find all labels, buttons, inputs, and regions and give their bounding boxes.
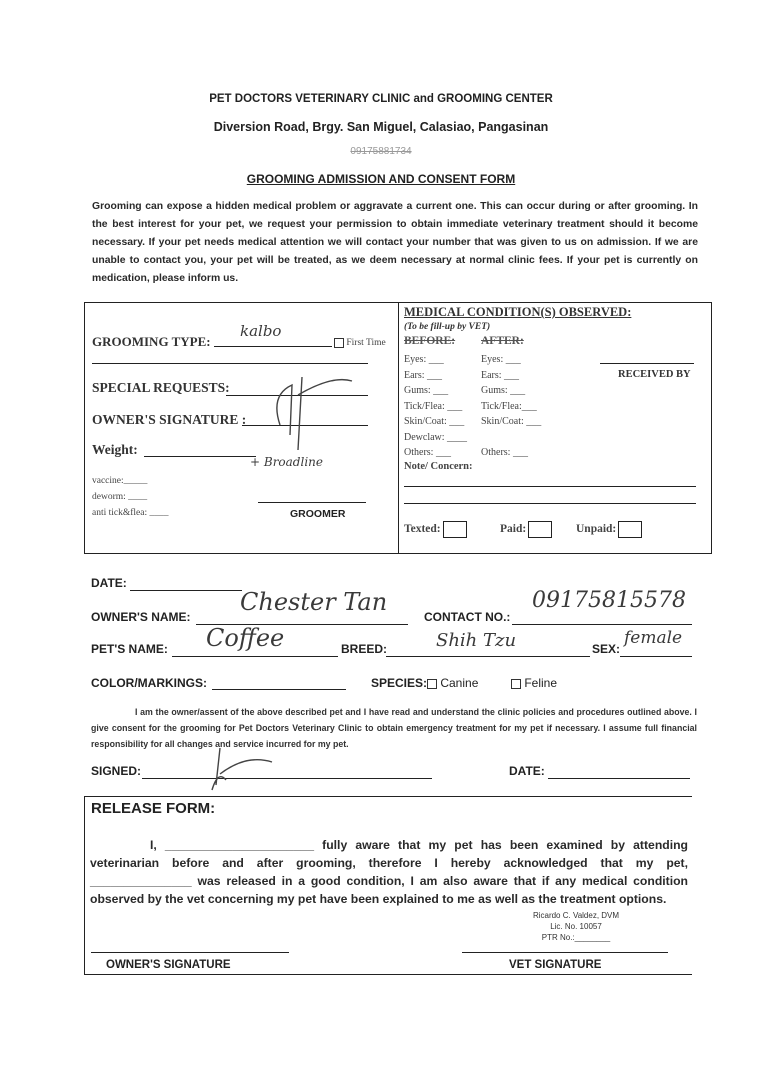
before-dewclaw: Dewclaw: ____ (404, 431, 468, 443)
note-concern-label: Note/ Concern: (404, 461, 473, 472)
after-skin-coat: Skin/Coat: ___ (481, 416, 542, 427)
form-title: GROOMING ADMISSION AND CONSENT FORM (246, 172, 516, 186)
before-eyes: Eyes: ___ (404, 354, 444, 365)
vaccine-label: vaccine:_____ (92, 476, 148, 486)
clinic-name: PET DOCTORS VETERINARY CLINIC and GROOMING CENTER (209, 93, 553, 105)
feline-checkbox[interactable]: Feline (511, 676, 557, 690)
after-list (481, 352, 541, 461)
color-markings-label: COLOR/MARKINGS: (91, 676, 207, 690)
before-others: Others: ___ (404, 447, 451, 458)
after-tick-flea: Tick/Flea:___ (481, 400, 537, 412)
vet-name: Ricardo C. Valdez, DVM (532, 911, 620, 920)
after-others: Others: ___ (481, 447, 528, 458)
weight-note[interactable]: + Broadline (250, 455, 323, 469)
date-label: DATE: (91, 576, 127, 590)
after-label: AFTER: (481, 335, 524, 347)
breed-label: BREED: (341, 642, 388, 656)
after-ears: Ears: ___ (481, 369, 520, 381)
box-divider (398, 302, 399, 554)
received-by-label: RECEIVED BY (618, 369, 691, 380)
signed-date-label: DATE: (509, 764, 545, 778)
texted-checkbox[interactable]: Texted: (404, 521, 467, 538)
before-list (404, 352, 467, 461)
release-paragraph: I, ______________________ fully aware that my pet has been examined by attending veterinarian before and after grooming, therefore I hereby acknowledged that my pet, _______________ was released in a good condition, I am also aware that if any medical condition observed by the vet concerning my pet have been explained to me as well as the treatment options. (90, 838, 688, 906)
signed-scribble (196, 740, 276, 800)
grooming-type-value[interactable]: kalbo (240, 322, 282, 340)
medical-subtitle: (To be fill-up by VET) (404, 322, 491, 332)
contact-value[interactable]: 09175815578 (532, 588, 686, 613)
antitick-label: anti tick&flea: ____ (92, 508, 169, 518)
sex-value[interactable]: female (624, 628, 683, 648)
vet-license: Lic. No. 10057 (550, 922, 602, 931)
paid-checkbox[interactable]: Paid: (500, 521, 552, 538)
first-time-checkbox[interactable]: First Time (334, 338, 386, 348)
pet-name-label: PET'S NAME: (91, 642, 168, 656)
special-requests-label: SPECIAL REQUESTS: (92, 380, 230, 395)
owner-signature-release-label: OWNER'S SIGNATURE (106, 959, 231, 971)
before-gums: Gums: ___ (404, 385, 449, 396)
after-eyes: Eyes: ___ (481, 354, 521, 365)
before-tick-flea: Tick/Flea: ___ (404, 400, 463, 412)
breed-value[interactable]: Shih Tzu (436, 630, 517, 651)
consent-paragraph: I am the owner/assent of the above described pet and I have read and understand the clinic policies and procedures outlined above. I give consent for the grooming for Pet Doctors Veterinary Clinic to obtain emergency treatment for my pet if necessary. I assume full financial responsibility for all changes and service incurred for my pet. (91, 707, 697, 749)
signed-label: SIGNED: (91, 764, 142, 778)
weight-label: Weight: (92, 442, 138, 457)
owner-name-value[interactable]: Chester Tan (240, 588, 388, 616)
release-form-title: RELEASE FORM: (91, 800, 216, 817)
after-gums: Gums: ___ (481, 385, 526, 396)
unpaid-checkbox[interactable]: Unpaid: (576, 521, 642, 538)
sex-label: SEX: (592, 642, 621, 656)
grooming-type-label: GROOMING TYPE: (92, 334, 211, 349)
vet-stamp (486, 910, 666, 943)
owner-name-label: OWNER'S NAME: (91, 610, 191, 624)
vet-ptr: PTR No.:________ (541, 933, 611, 942)
deworm-label: deworm: ____ (92, 492, 148, 502)
vet-signature-label: VET SIGNATURE (509, 959, 602, 971)
medical-title: MEDICAL CONDITION(S) OBSERVED: (404, 305, 632, 319)
intro-paragraph: Grooming can expose a hidden medical problem or aggravate a current one. This can occur during or after grooming. In the best interest for your pet, we request your permission to obtain immediate veterinary treatment should it become necessary. If your pet needs medical attention we will contact your number that was given to us on admission. If we are unable to contact you, your pet will be treated, as we deem necessary at normal clinic fees. If your pet is currently on medication, please inform us. (92, 201, 698, 284)
before-skin-coat: Skin/Coat: ___ (404, 416, 465, 427)
canine-checkbox[interactable]: Canine (427, 676, 478, 690)
before-label: BEFORE: (404, 335, 456, 347)
before-ears: Ears: ___ (404, 369, 443, 381)
species-label: SPECIES: (371, 676, 428, 690)
pet-name-value[interactable]: Coffee (206, 624, 285, 652)
owner-signature-scribble (262, 365, 362, 465)
owner-signature-label: OWNER'S SIGNATURE : (92, 412, 247, 427)
clinic-address: Diversion Road, Brgy. San Miguel, Calasiao, Pangasinan (213, 120, 549, 134)
clinic-phone: 09175881734 (350, 146, 412, 157)
groomer-label: GROOMER (290, 508, 346, 520)
contact-label: CONTACT NO.: (424, 610, 511, 624)
